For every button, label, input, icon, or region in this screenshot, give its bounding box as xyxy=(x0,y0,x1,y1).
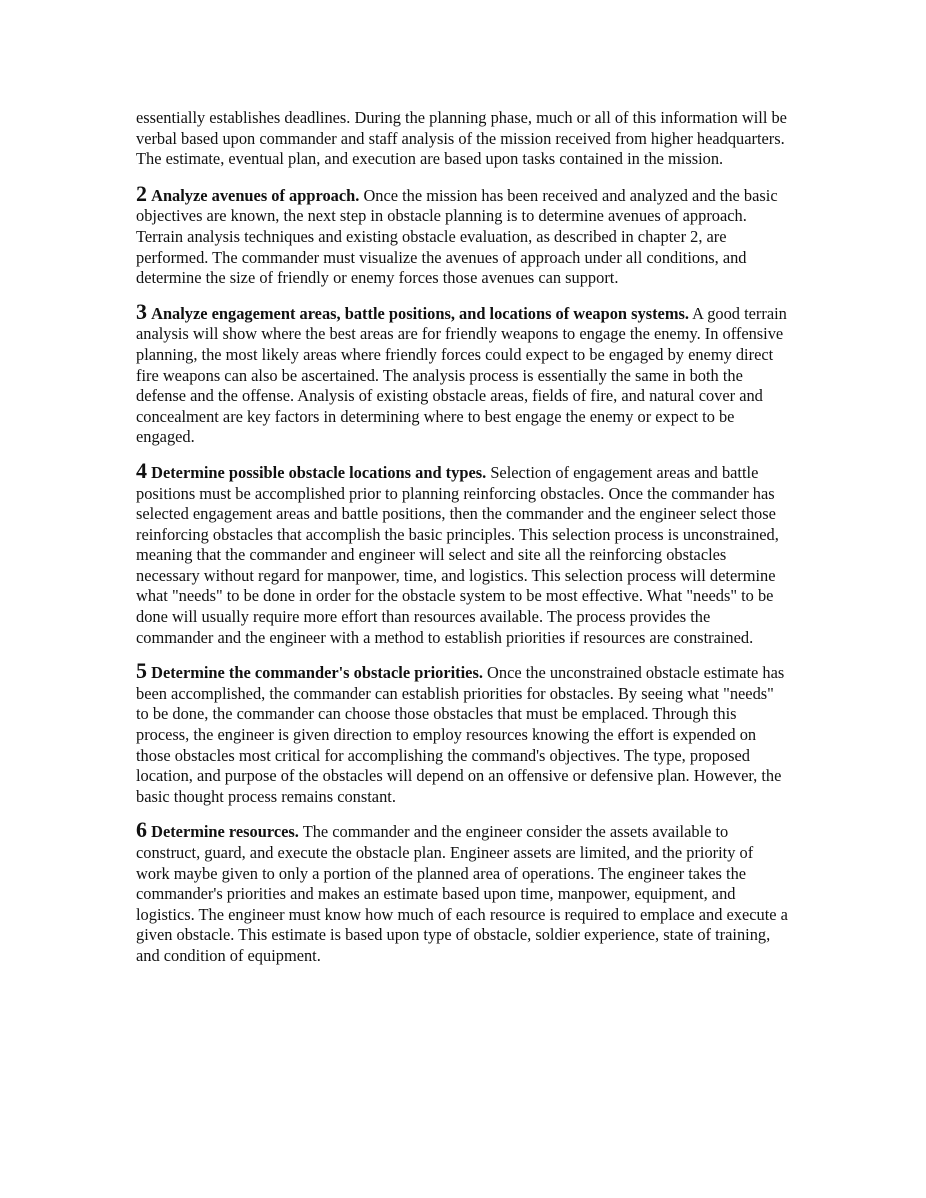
step-5-number: 5 xyxy=(136,658,147,684)
step-2-number: 2 xyxy=(136,180,147,206)
step-6-heading: Determine resources. xyxy=(151,822,299,842)
step-6-paragraph xyxy=(136,817,788,966)
step-3-body: A good terrain analysis will show where the best areas are for friendly weapons to engage the enemy. In offensive planning, the most likely areas where friendly forces could expect to be engaged by enemy direct fire weapons can also be ascertained. The analysis process is essentially the same in both the defense and the offense. Analysis of existing obstacle areas, fields of fire, and natural cover and concealment are key factors in determining where to best engage the enemy or expect to be engaged. xyxy=(136,303,787,447)
step-6-number: 6 xyxy=(136,817,147,843)
step-6-body: The commander and the engineer consider the assets available to construct, guard, and execute the obstacle plan. Engineer assets are limited, and the priority of work maybe given to only a portion of the planned area of operations. The engineer takes the commander's priorities and makes an estimate based upon time, manpower, equipment, and logistics. The engineer must know how much of each resource is required to emplace and execute a given obstacle. This estimate is based upon type of obstacle, soldier experience, state of training, and condition of equipment. xyxy=(136,822,788,965)
step-5-paragraph xyxy=(136,658,788,807)
step-4-number: 4 xyxy=(136,457,147,483)
step-2-paragraph xyxy=(136,180,788,289)
step-5-heading: Determine the commander's obstacle priorities. xyxy=(151,663,483,683)
intro-paragraph: essentially establishes deadlines. During the planning phase, much or all of this information will be verbal based upon commander and staff analysis of the mission received from higher headquarters. The estimate, eventual plan, and execution are based upon tasks contained in the mission. xyxy=(136,108,787,169)
step-4-heading: Determine possible obstacle locations and types. xyxy=(151,462,487,482)
step-2-heading: Analyze avenues of approach. xyxy=(151,185,360,205)
step-2-body: Once the mission has been received and analyzed and the basic objectives are known, the next step in obstacle planning is to determine avenues of approach. Terrain analysis techniques and existing obstacle evaluation, as described in chapter 2, are performed. The commander must visualize the avenues of approach under all conditions, and determine the size of friendly or enemy forces those avenues can support. xyxy=(136,185,778,288)
step-3-heading: Analyze engagement areas, battle positions, and locations of weapon systems. xyxy=(151,303,689,323)
step-4-paragraph xyxy=(136,457,788,648)
step-3-number: 3 xyxy=(136,298,147,324)
step-3-paragraph xyxy=(136,298,788,448)
document-page xyxy=(136,108,788,980)
step-5-body: Once the unconstrained obstacle estimate has been accomplished, the commander can establish priorities for obstacles. By seeing what "needs" to be done, the commander can choose those obstacles that must be emplaced. Through this process, the engineer is given direction to employ resources knowing the effort is expended on those obstacles most critical for accomplishing the command's objectives. The type, proposed location, and purpose of the obstacles will depend on an offensive or defensive plan. However, the basic thought process remains constant. xyxy=(136,663,785,806)
step-4-body: Selection of engagement areas and battle positions must be accomplished prior to planning reinforcing obstacles. Once the commander has selected engagement areas and battle positions, then the commander and the engineer select those reinforcing obstacles that accomplish the basic principles. This selection process is unconstrained, meaning that the commander and engineer will select and site all the reinforcing obstacles necessary without regard for manpower, time, and logistics. This selection process will determine what "needs" to be done in order for the obstacle system to be most effective. What "needs" to be done will usually require more effort than resources available. The process provides the commander and the engineer with a method to establish priorities if resources are constrained. xyxy=(136,462,779,647)
